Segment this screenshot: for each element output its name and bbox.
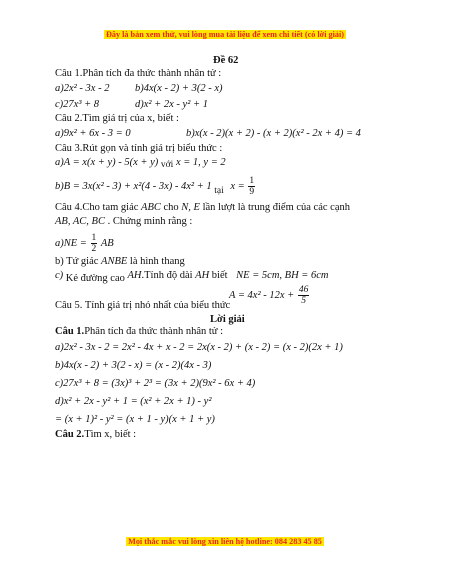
q4-b: b) Tứ giác ANBE là hình thang xyxy=(55,256,185,267)
q4-label: Câu 4.Cho tam giác ABC cho N, E lần lượt là trung điểm của các cạnh xyxy=(55,202,350,213)
q5-fraction: $\frac{46}{5}$ xyxy=(298,285,309,306)
q1-b: b)4x(x - 2) + 3(2 - x) xyxy=(135,83,223,94)
footer-notice: Mọi thắc mắc vui lòng xin liên hệ hotline: 084 283 45 85 xyxy=(128,537,322,546)
q4-sides: AB, AC, BC . Chứng minh rằng : xyxy=(55,216,193,227)
sol1-d1: d)x² + 2x - y² + 1 = (x² + 2x + 1) - y² xyxy=(55,396,212,407)
sol1-d2: = (x + 1)² - y² = (x + 1 - y)(x + 1 + y) xyxy=(55,414,215,425)
q2-a: a)9x² + 6x - 3 = 0 xyxy=(55,128,131,139)
sol1-b: b)4x(x - 2) + 3(2 - x) = (x - 2)(4x - 3) xyxy=(55,360,212,371)
q1-a: a)2x² - 3x - 2 xyxy=(55,83,110,94)
q3-label: Câu 3.Rút gọn và tính giá trị biểu thức : xyxy=(55,143,223,154)
q2-label: Câu 2.Tìm giá trị của x, biết : xyxy=(55,113,179,124)
solution-title: Lời giải xyxy=(210,314,245,325)
q5-label: Câu 5. Tính giá trị nhỏ nhất của biểu thức xyxy=(55,300,231,311)
sol1-label: Câu 1.Phân tích đa thức thành nhân tử : xyxy=(55,326,223,337)
q4-c: c) Kẻ đường cao AH.Tính độ dài AH biết NE = 5cm, BH = 6cm xyxy=(55,270,329,284)
q1-label: Câu 1.Phân tích đa thức thành nhân tử : xyxy=(55,68,222,79)
q2-b: b)x(x - 2)(x + 2) - (x + 2)(x² - 2x + 4) = 4 xyxy=(186,128,361,139)
exam-title: Đề 62 xyxy=(213,55,239,66)
q3-b: b)B = 3x(x² - 3) + x²(4 - 3x) - 4x² + 1 tại x = $\frac{1}{9}$ xyxy=(55,176,255,197)
sol1-a: a)2x² - 3x - 2 = 2x² - 4x + x - 2 = 2x(x - 2) + (x - 2) = (x - 2)(2x + 1) xyxy=(55,342,343,353)
q4-a: a)NE = $\frac{1}{2}$ AB xyxy=(55,233,114,254)
q3-a: a)A = x(x + y) - 5(x + y) với x = 1, y = 2 xyxy=(55,157,226,170)
q1-c: c)27x³ + 8 xyxy=(55,99,100,110)
q5-expression: A = 4x² - 12x + $\frac{46}{5}$ xyxy=(229,285,309,306)
q4-fraction: $\frac{1}{2}$ xyxy=(91,233,97,254)
q1-d: d)x² + 2x - y² + 1 xyxy=(135,99,208,110)
header-notice: Đây là bản xem thử, vui lòng mua tài liệu để xem chi tiết (có lời giải) xyxy=(105,30,344,39)
q3-fraction: $\frac{1}{9}$ xyxy=(249,176,255,197)
sol1-c: c)27x³ + 8 = (3x)³ + 2³ = (3x + 2)(9x² - 6x + 4) xyxy=(55,378,256,389)
sol2-label: Câu 2.Tìm x, biết : xyxy=(55,429,137,440)
